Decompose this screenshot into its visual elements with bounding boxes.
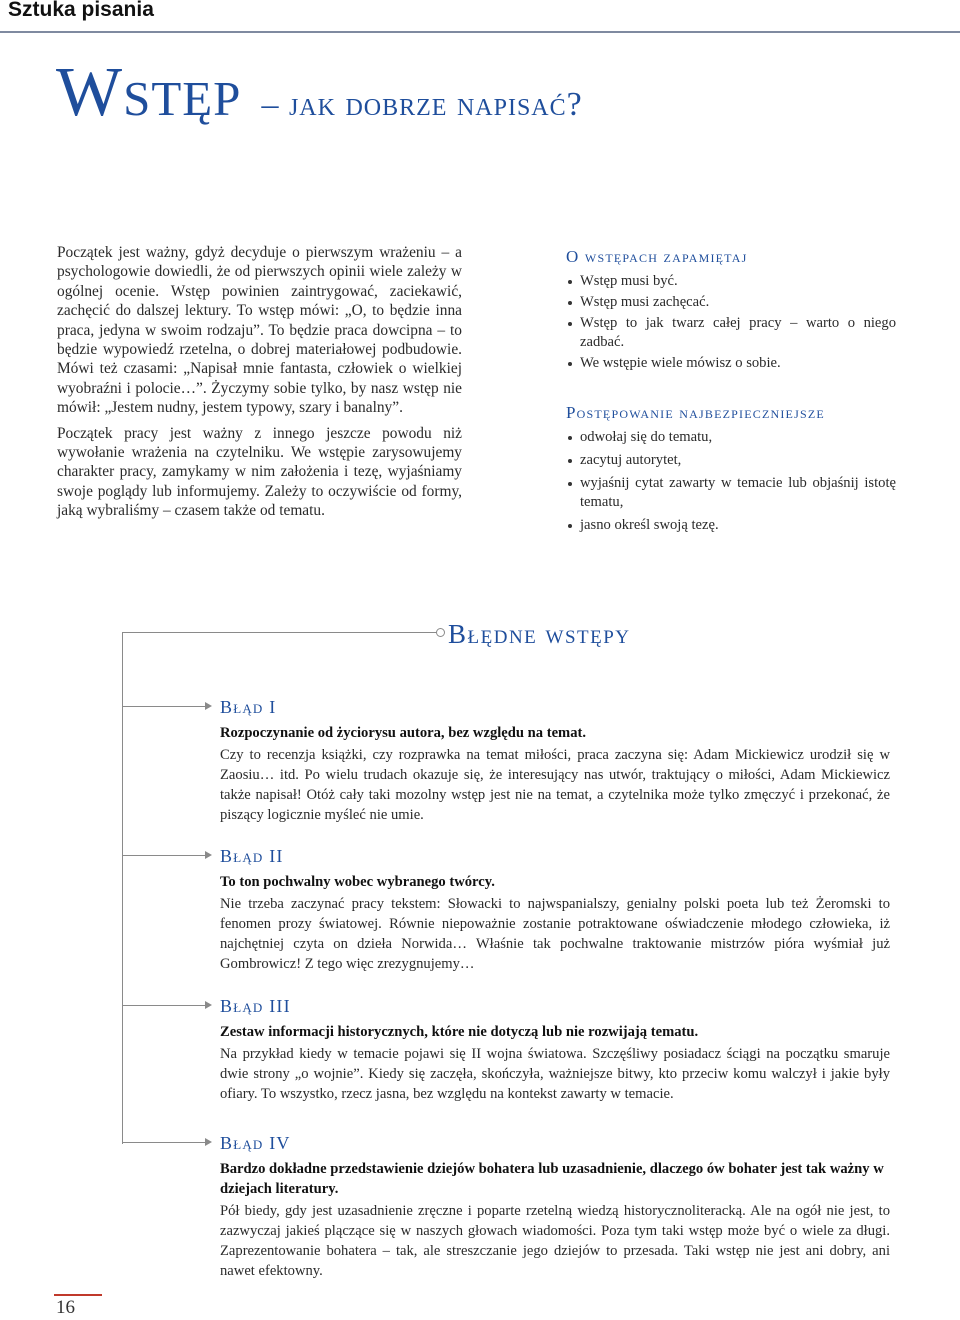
tree-branch-1 [122, 706, 208, 707]
safest-heading: Postępowanie najbezpieczniejsze [566, 403, 825, 422]
arrow-icon [205, 702, 212, 710]
remember-item: Wstęp musi zachęcać. [566, 293, 896, 312]
safest-item: zacytuj autorytet, [566, 451, 896, 470]
error-body: Nie trzeba zaczynać pracy tekstem: Słowacki to najwspanialszy, genialny polski poeta lub też Żeromski to fenomen prozy światowej. Równie niepoważnie zostanie potraktowane oświadczenie młodego człowieka, iż najchętniej czyta on dzieła Norwida… Właśnie tak pochwalne traktowanie mistrzów pióra wyśmiał już Gombrowicz! Z tego więc zrezygnujemy… [220, 896, 890, 972]
tree-branch-4 [122, 1142, 208, 1143]
error-block-4 [220, 1134, 890, 1281]
error-title: Błąd IV [220, 1133, 291, 1153]
running-header: Sztuka pisania [8, 0, 154, 21]
page-number: 16 [56, 1297, 75, 1318]
remember-item: Wstęp to jak twarz całej pracy – warto o niego zadbać. [566, 314, 896, 352]
error-lead: Zestaw informacji historycznych, które nie dotyczą lub nie rozwijają tematu. [220, 1024, 699, 1040]
page-title-sub: – jak dobrze napisać? [261, 86, 583, 123]
page-title-main: Wstęp [56, 54, 242, 131]
error-body: Czy to recenzja książki, czy rozprawka na temat miłości, praca zaczyna się: Adam Mickiewicz urodził się w Zaosiu… itd. Po wielu trudach okazuje się, że interesujący nas utwór, traktujący o miłości, Adam Mickiewicz także napisał! Otóż cały taki mozolny wstęp jest nie na temat, a czytelnika może tylko zmęczyć i przekonać, że piszący logicznie myśleć nie umie. [220, 747, 890, 823]
wrong-intros-heading: Błędne wstępy [448, 619, 631, 649]
arrow-icon [205, 1001, 212, 1009]
remember-list [566, 272, 896, 373]
error-body: Pół biedy, gdy jest uzasadnienie zręczne i poparte rzetelną wiedzą historycznoliteracką. Ale na ogół nie jest, to zazwyczaj jakieś plączące się w naszych głowach wiadomości. Poza tym taki wstęp może być o wiele za długi. Zaprezentowanie bohatera – tak, ale streszczanie jego dziejów to przesada. Taki wstęp nie jest ani dobry, ani nawet efektowny. [220, 1203, 890, 1279]
safest-item: wyjaśnij cytat zawarty w temacie lub objaśnij istotę tematu, [566, 474, 896, 512]
remember-item: We wstępie wiele mówisz o sobie. [566, 354, 896, 373]
remember-heading: O wstępach zapamiętaj [566, 247, 748, 266]
safest-item: odwołaj się do tematu, [566, 428, 896, 447]
error-title: Błąd II [220, 846, 284, 866]
error-title: Błąd III [220, 996, 291, 1016]
tree-connector-vertical [122, 632, 123, 1144]
arrow-icon [205, 1138, 212, 1146]
tree-connector-top [122, 632, 440, 633]
error-block-1 [220, 698, 890, 825]
arrow-icon [205, 851, 212, 859]
error-block-2 [220, 847, 890, 974]
page-number-rule [54, 1294, 102, 1296]
safest-item: jasno określ swoją tezę. [566, 516, 896, 535]
remember-item: Wstęp musi być. [566, 272, 896, 291]
header-rule [0, 31, 960, 33]
intro-text [57, 243, 462, 527]
safest-list [566, 428, 896, 535]
error-lead: Rozpoczynanie od życiorysu autora, bez względu na temat. [220, 725, 587, 741]
page-title [56, 54, 583, 131]
error-block-3 [220, 997, 890, 1104]
sidebar-notes [566, 247, 896, 539]
tree-dot-marker [436, 628, 445, 637]
error-title: Błąd I [220, 697, 277, 717]
intro-paragraph-1: Początek jest ważny, gdyż decyduje o pierwszym wrażeniu – a psychologowie dowiedli, że od pierwszych opinii wiele zależy w ogólnej ocenie. Wstęp powinien zaintrygować, zaciekawić, zachęcić do dalszej lektury. To wstęp mówi: „O, to będzie inna praca, jedyna w swoim rodzaju”. To będzie praca dowcipna – to będzie wypowiedź rzetelna, o dobrej materiałowej podbudowie. Mówi też czasami: „Napisał mnie fantasta, człowiek o wielkiej wyobraźni i polocie…”. Życzymy sobie tylko, by nasz wstęp nie mówił: „Jestem nudny, jestem typowy, szary i banalny”. [57, 244, 462, 417]
intro-paragraph-2: Początek pracy jest ważny z innego jeszcze powodu niż wywołanie wrażenia na czytelniku. We wstępie zarysowujemy charakter pracy, zamykamy w nim założenia i tezę, wyjaśniamy swoje poglądy lub informujemy. Zależy to oczywiście od formy, jaką wybraliśmy – czasem także od tematu. [57, 424, 462, 520]
tree-branch-2 [122, 855, 208, 856]
error-lead: Bardzo dokładne przedstawienie dziejów bohatera lub uzasadnienie, dlaczego ów bohater jest tak ważny w dziejach literatury. [220, 1161, 884, 1197]
tree-branch-3 [122, 1005, 208, 1006]
error-body: Na przykład kiedy w temacie pojawi się II wojna światowa. Szczęśliwy posiadacz ściągi na początku smaruje dwie strony „o wojnie”. Kiedy się zaczęła, skończyła, ważniejsze bitwy, kto przeciw komu walczył i jakie były ofiary. To wszystko, rzecz jasna, bez względu na kontekst zawarty w temacie. [220, 1046, 890, 1102]
error-lead: To ton pochwalny wobec wybranego twórcy. [220, 874, 495, 890]
